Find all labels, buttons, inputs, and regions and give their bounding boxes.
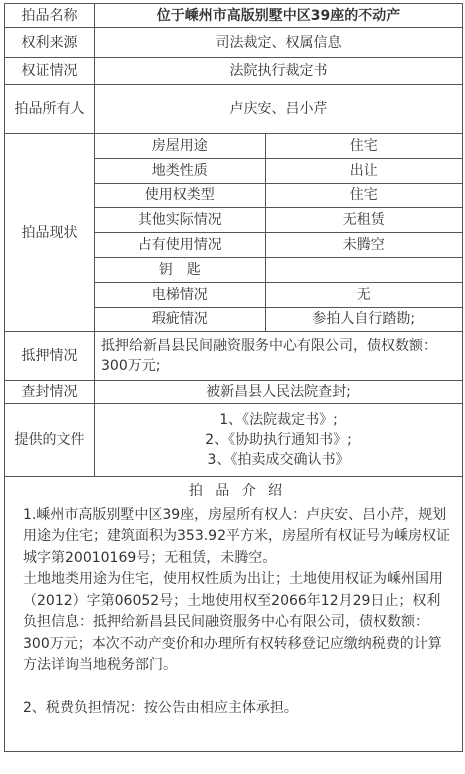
status-value: 参拍人自行踏勘; <box>265 307 462 331</box>
row-auction-name <box>5 4 463 28</box>
owner-value: 卢庆安、吕小芹 <box>95 85 463 134</box>
rights-source-label: 权利来源 <box>5 28 95 58</box>
mortgage-value: 抵押给新昌县民间融资服务中心有限公司，债权数额：300万元; <box>95 332 463 381</box>
cert-status-label: 权证情况 <box>5 58 95 85</box>
intro-paragraph: 土地地类用途为住宅，使用权性质为出让；土地使用权证为嵊州国用（2012）字第06052号；土地使用权至2066年12月29日止；权利负担信息：抵押给新昌县民间融资服务中心有限公司，债权数额：300万元；本次不动产变价和办理所有权转移登记应缴纳税费的计算方法详询当地税务部门。 <box>23 571 443 674</box>
rights-source-value: 司法裁定、权属信息 <box>95 28 463 58</box>
auction-info-table <box>4 3 463 752</box>
intro-section <box>5 477 463 752</box>
status-value: 无租赁 <box>265 208 462 233</box>
status-value: 无 <box>265 282 462 307</box>
status-row <box>95 183 462 208</box>
status-key: 占有使用情况 <box>95 233 265 258</box>
document-item: 2、《协助执行通知书》; <box>205 432 352 449</box>
status-value: 住宅 <box>265 134 462 158</box>
status-key: 钥 匙 <box>95 257 265 282</box>
status-key: 房屋用途 <box>95 134 265 158</box>
status-row <box>95 208 462 233</box>
documents-list <box>95 404 463 477</box>
status-row <box>95 257 462 282</box>
row-cert-status <box>5 58 463 85</box>
status-row <box>95 233 462 258</box>
intro-title: 拍 品 介 绍 <box>188 483 287 500</box>
status-key: 使用权类型 <box>95 183 265 208</box>
status-key: 电梯情况 <box>95 282 265 307</box>
current-status-table <box>95 134 462 331</box>
status-key: 其他实际情况 <box>95 208 265 233</box>
status-row <box>95 282 462 307</box>
document-item: 1、《法院裁定书》; <box>219 412 338 429</box>
row-mortgage <box>5 332 463 381</box>
row-owner <box>5 85 463 134</box>
status-row <box>95 307 462 331</box>
current-status-details <box>95 134 463 332</box>
intro-paragraph: 2、税费负担情况：按公告由相应主体承担。 <box>23 699 298 716</box>
status-row <box>95 134 462 158</box>
cert-status-value: 法院执行裁定书 <box>95 58 463 85</box>
status-key: 地类性质 <box>95 158 265 183</box>
intro-spacer <box>23 677 452 698</box>
status-value <box>265 257 462 282</box>
auction-name-value: 位于嵊州市高版别墅中区39座的不动产 <box>95 4 463 28</box>
seizure-value: 被新昌县人民法院查封; <box>95 381 463 404</box>
row-documents <box>5 404 463 477</box>
mortgage-label: 抵押情况 <box>5 332 95 381</box>
auction-name-label: 拍品名称 <box>5 4 95 28</box>
seizure-label: 查封情况 <box>5 381 95 404</box>
row-intro <box>5 477 463 752</box>
row-current-status <box>5 134 463 332</box>
status-value: 住宅 <box>265 183 462 208</box>
intro-paragraph: 1.嵊州市高版别墅中区39座，房屋所有权人：卢庆安、吕小芹，规划用途为住宅；建筑面积为353.92平方米，房屋所有权证号为嵊房权证城字第20010169号；无租赁，未腾空。 <box>23 506 450 566</box>
current-status-label: 拍品现状 <box>5 134 95 332</box>
documents-label: 提供的文件 <box>5 404 95 477</box>
owner-label: 拍品所有人 <box>5 85 95 134</box>
document-item: 3、《拍卖成交确认书》 <box>207 452 350 469</box>
status-value: 未腾空 <box>265 233 462 258</box>
status-value: 出让 <box>265 158 462 183</box>
row-seizure <box>5 381 463 404</box>
status-row <box>95 158 462 183</box>
row-rights-source <box>5 28 463 58</box>
status-key: 瑕疵情况 <box>95 307 265 331</box>
